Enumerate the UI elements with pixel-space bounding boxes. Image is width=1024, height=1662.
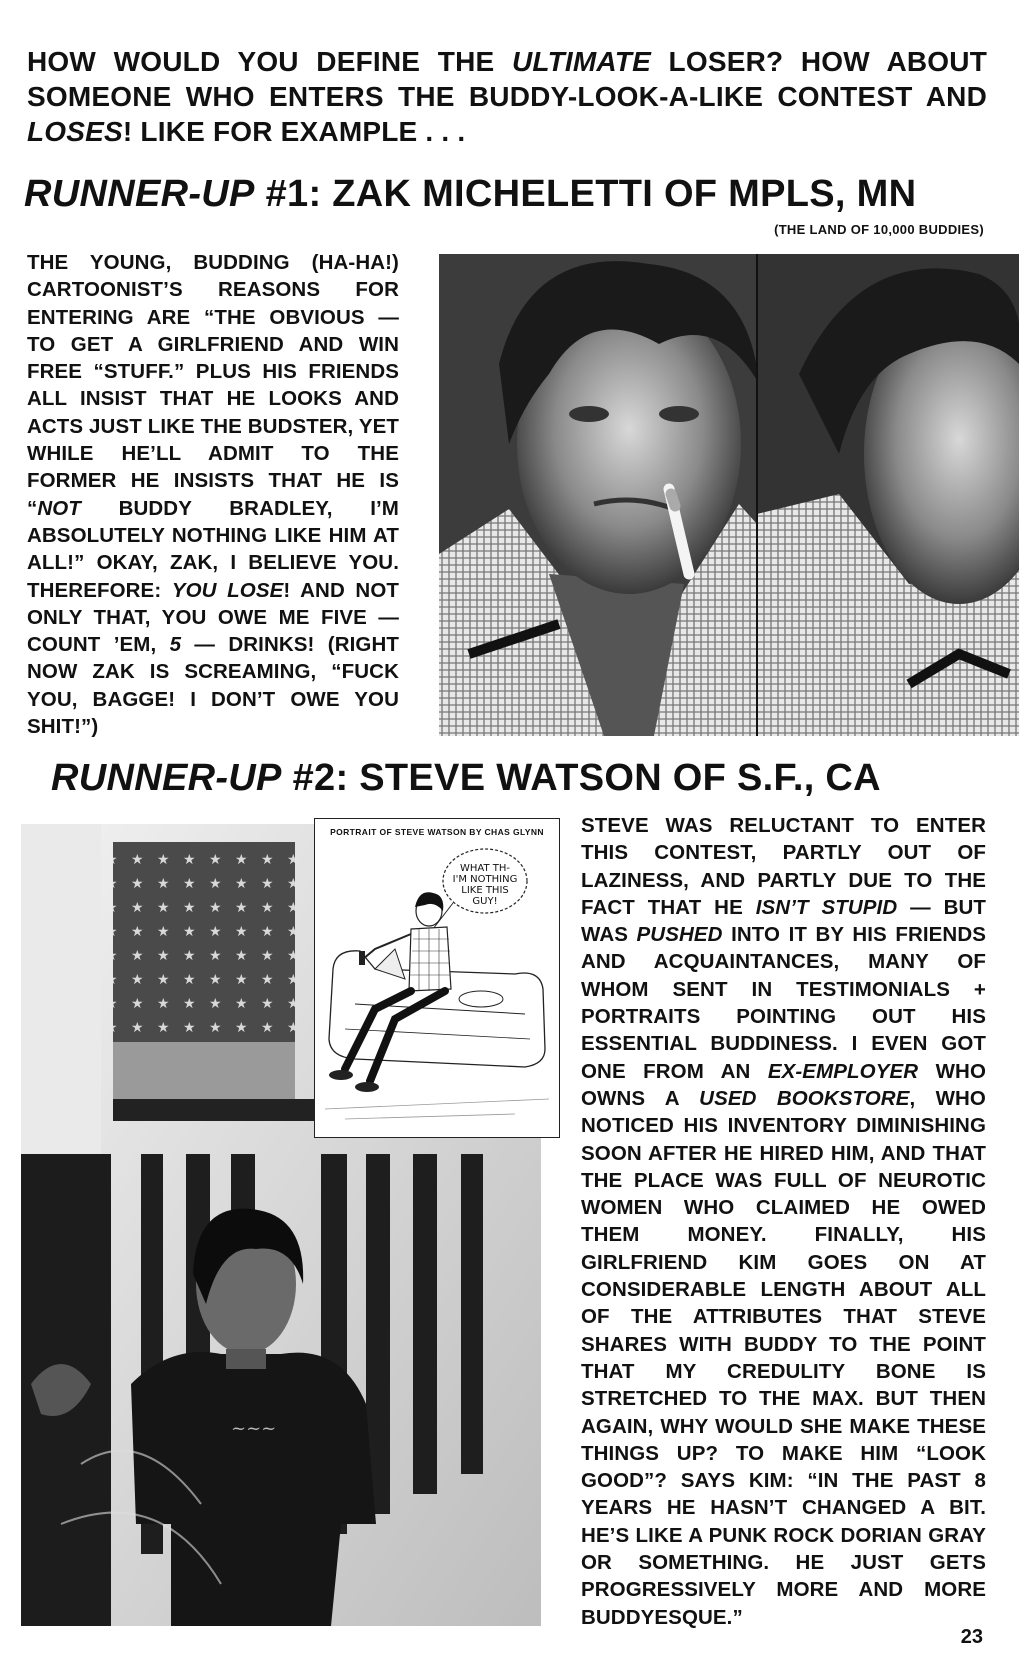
speech-bubble <box>439 849 531 915</box>
speech-line: LIKE THIS <box>461 885 509 896</box>
page-number: 23 <box>960 1626 983 1648</box>
speech-line: I'M NOTHING <box>452 874 518 885</box>
speech-line: WHAT TH- <box>460 863 510 874</box>
runner-up-2-text: STEVE WAS RELUCTANT TO ENTER THIS CONTEST, PARTLY OUT OF LAZINESS, AND PARTLY DUE TO THE FACT THAT HE ISN’T STUPID — BUT WAS PUSHED INTO IT BY HIS FRIENDS AND ACQUAINTANCES, MANY OF WHOM SENT IN TESTIMONIALS + PORTRAITS POINTING OUT HIS ESSENTIAL BUDDINESS. I EVEN GOT ONE FROM AN EX-EMPLOYER WHO OWNS A USED BOOKSTORE, WHO NOTICED HIS INVENTORY DIMINISHING SOON AFTER HE HIRED HIM, AND THAT THE PLACE WAS FULL OF NEUROTIC WOMEN WHO CLAIMED HE OWED THEM MONEY. FINALLY, HIS GIRLFRIEND KIM GOES ON AT CONSIDERABLE LENGTH ABOUT ALL OF THE ATTRIBUTES THAT STEVE SHARES WITH BUDDY TO THE POINT THAT MY CREDULITY BONE IS STRETCHED TO THE MAX. BUT THEN AGAIN, WHY WOULD SHE MAKE THESE THINGS UP? TO MAKE HIM “LOOK GOOD”? SAYS KIM: “IN THE PAST 8 YEARS HE HASN’T CHANGED A BIT. HE’S LIKE A PUNK ROCK DORIAN GRAY OR SOMETHING. HE JUST GETS PROGRESSIVELY MORE AND MORE BUDDYESQUE.” <box>581 814 986 1629</box>
speech-line: GUY! <box>472 896 498 907</box>
runner-up-1-heading: RUNNER-UP #1: ZAK MICHELETTI OF MPLS, MN <box>24 173 917 215</box>
portrait-caption: PORTRAIT OF STEVE WATSON BY CHAS GLYNN <box>330 827 544 837</box>
svg-text:~~~: ~~~ <box>231 1418 277 1439</box>
runner-up-1-text: THE YOUNG, BUDDING (HA-HA!) CARTOONIST’S REASONS FOR ENTERING ARE “THE OBVIOUS — TO GET A GIRLFRIEND AND WIN FREE “STUFF.” PLUS HIS FRIENDS ALL INSIST THAT HE LOOKS AND ACTS JUST LIKE THE BUDSTER, YET WHILE HE’LL ADMIT TO THE FORMER HE INSISTS THAT HE IS “NOT BUDDY BRADLEY, I’M ABSOLUTELY NOTHING LIKE HIM AT ALL!” OKAY, ZAK, I BELIEVE YOU. THEREFORE: YOU LOSE! AND NOT ONLY THAT, YOU OWE ME FIVE — COUNT ’EM, 5 — DRINKS! (RIGHT NOW ZAK IS SCREAMING, “FUCK YOU, BAGGE! I DON’T OWE YOU SHIT!”) <box>27 251 400 739</box>
intro-paragraph: HOW WOULD YOU DEFINE THE ULTIMATE LOSER? HOW ABOUT SOMEONE WHO ENTERS THE BUDDY-LOOK-A-LIKE CONTEST AND LOSES! LIKE FOR EXAMPLE . . . <box>27 46 988 147</box>
runner-up-2-heading: RUNNER-UP #2: STEVE WATSON OF S.F., CA <box>51 757 881 799</box>
zak-photo <box>439 254 1019 736</box>
portrait-illustration <box>314 818 560 1138</box>
runner-up-1-subtitle: (THE LAND OF 10,000 BUDDIES) <box>774 222 984 237</box>
